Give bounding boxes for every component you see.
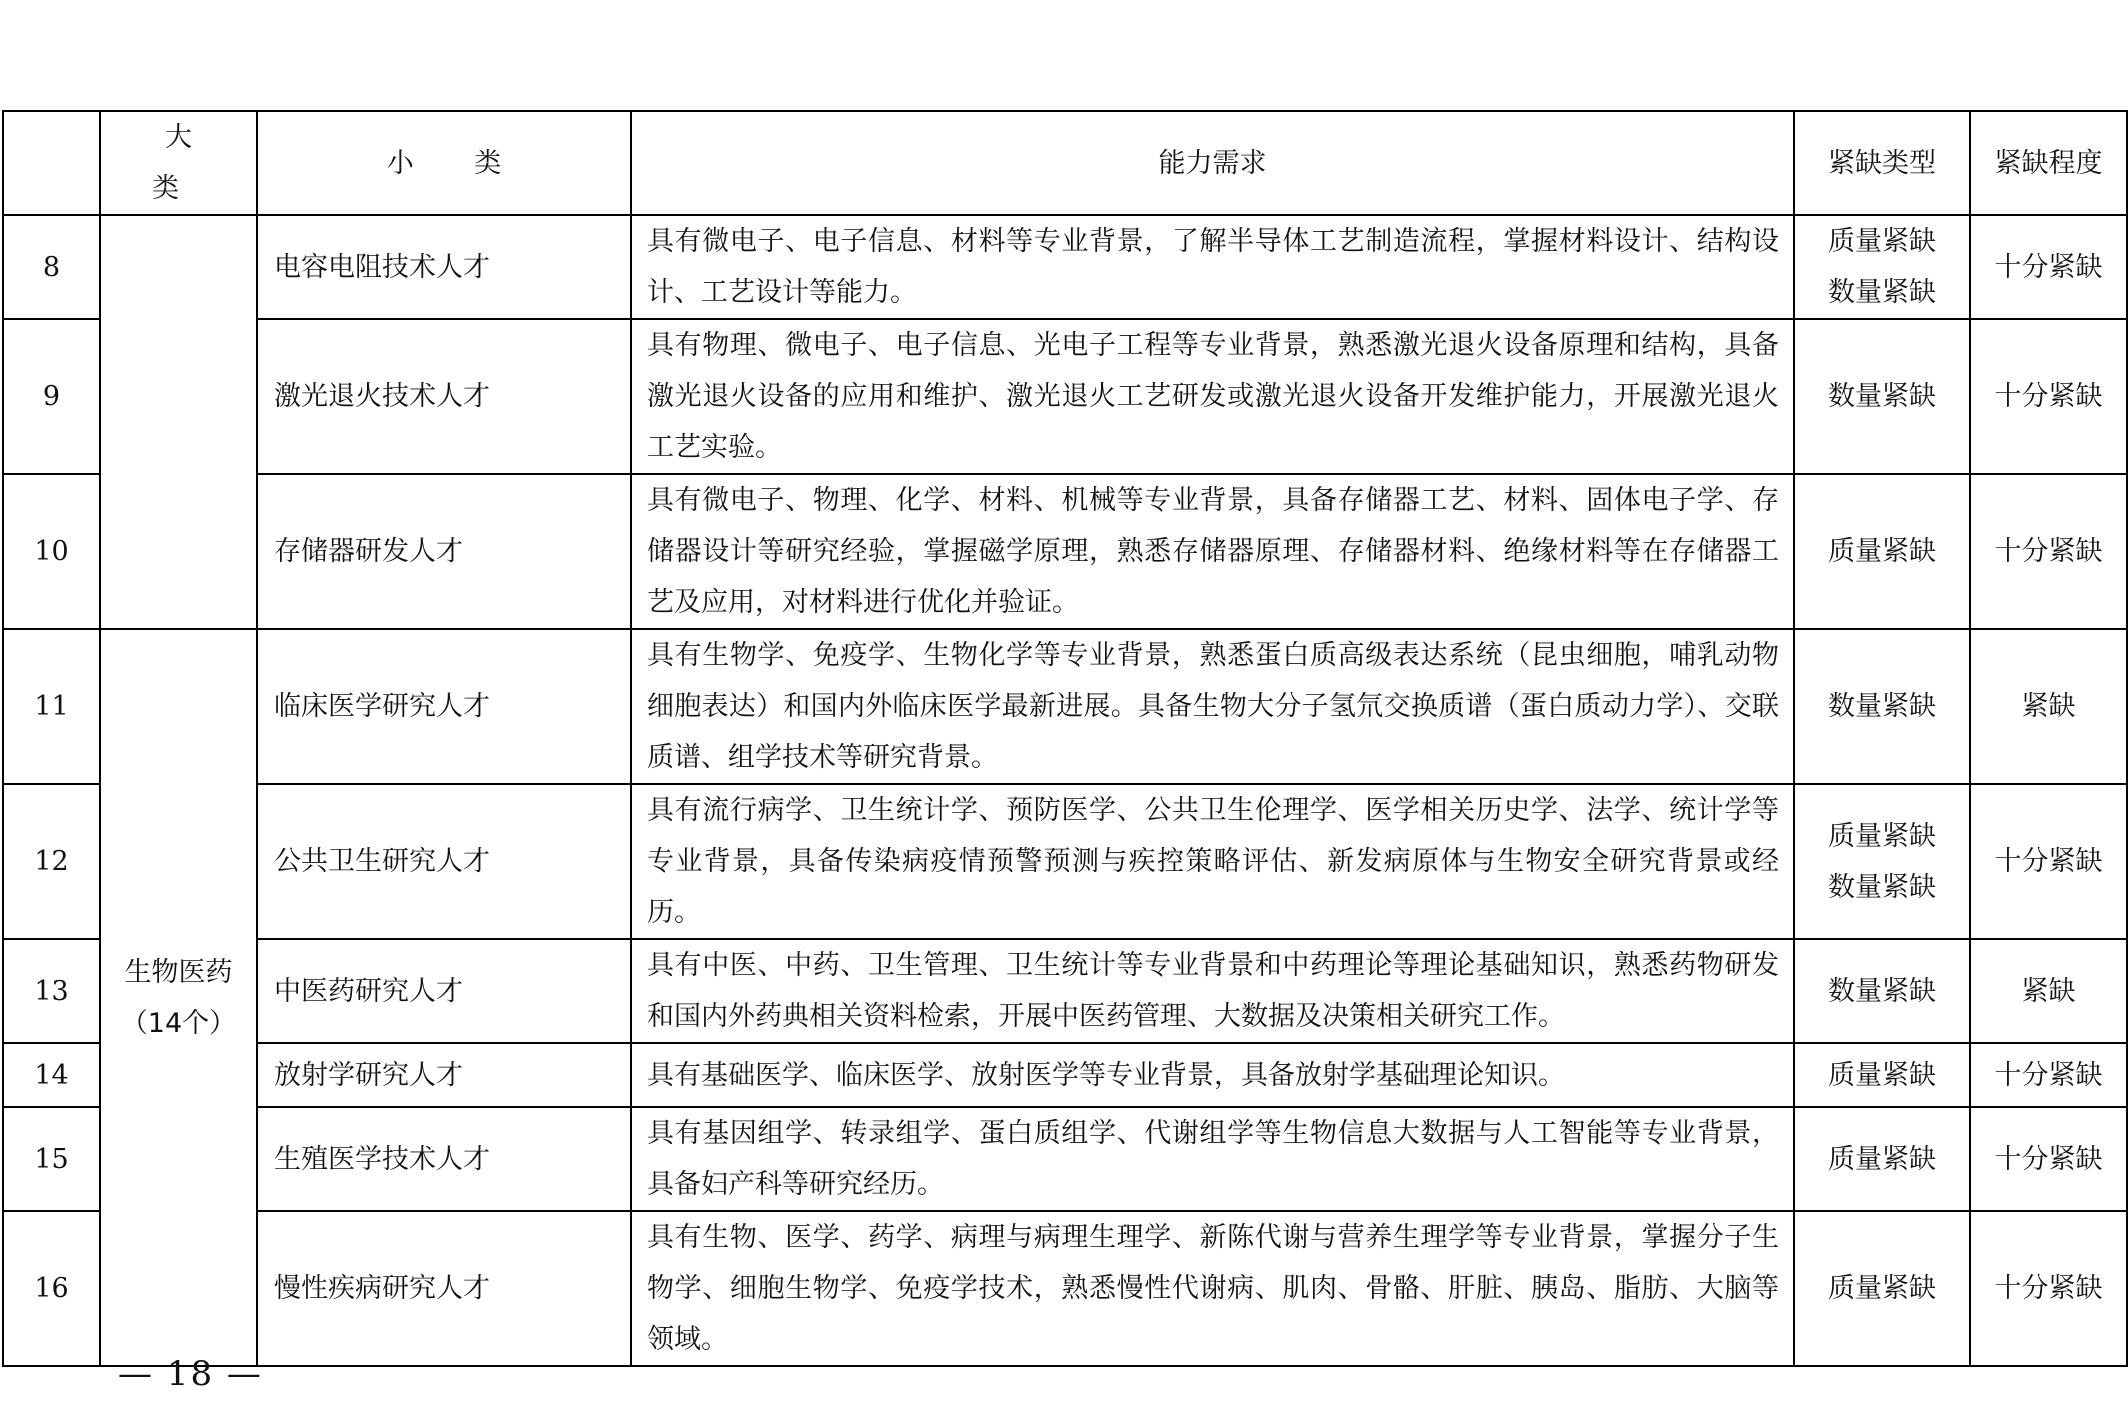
header-shortage-type: 紧缺类型	[1794, 111, 1970, 215]
ability-requirement: 具有基因组学、转录组学、蛋白质组学、代谢组学等生物信息大数据与人工智能等专业背景，具备妇产科等研究经历。	[631, 1107, 1794, 1211]
row-number: 13	[3, 939, 100, 1043]
minor-category: 中医药研究人才	[257, 939, 631, 1043]
shortage-type: 数量紧缺	[1794, 939, 1970, 1043]
header-shortage-level: 紧缺程度	[1970, 111, 2127, 215]
minor-category: 生殖医学技术人才	[257, 1107, 631, 1211]
ability-requirement: 具有中医、中药、卫生管理、卫生统计等专业背景和中药理论等理论基础知识，熟悉药物研发和国内外药典相关资料检索，开展中医药管理、大数据及决策相关研究工作。	[631, 939, 1794, 1043]
shortage-type: 质量紧缺	[1794, 474, 1970, 629]
row-number: 14	[3, 1043, 100, 1107]
shortage-level: 十分紧缺	[1970, 1211, 2127, 1366]
shortage-type: 数量紧缺	[1794, 629, 1970, 784]
minor-category: 公共卫生研究人才	[257, 784, 631, 939]
shortage-level: 十分紧缺	[1970, 784, 2127, 939]
ability-requirement: 具有生物、医学、药学、病理与病理生理学、新陈代谢与营养生理学等专业背景，掌握分子生物学、细胞生物学、免疫学技术，熟悉慢性代谢病、肌肉、骨骼、肝脏、胰岛、脂肪、大脑等领域。	[631, 1211, 1794, 1366]
row-number: 12	[3, 784, 100, 939]
talent-shortage-table	[2, 110, 2128, 1367]
major-category-empty	[100, 215, 257, 629]
minor-category: 慢性疾病研究人才	[257, 1211, 631, 1366]
table-row	[3, 629, 2127, 784]
shortage-level: 十分紧缺	[1970, 319, 2127, 474]
table-row	[3, 939, 2127, 1043]
ability-requirement: 具有微电子、物理、化学、材料、机械等专业背景，具备存储器工艺、材料、固体电子学、存储器设计等研究经验，掌握磁学原理，熟悉存储器原理、存储器材料、绝缘材料等在存储器工艺及应用，对材料进行优化并验证。	[631, 474, 1794, 629]
table-row	[3, 1043, 2127, 1107]
shortage-type: 质量紧缺 数量紧缺	[1794, 215, 1970, 319]
ability-requirement: 具有生物学、免疫学、生物化学等专业背景，熟悉蛋白质高级表达系统（昆虫细胞，哺乳动物细胞表达）和国内外临床医学最新进展。具备生物大分子氢氘交换质谱（蛋白质动力学）、交联质谱、组学技术等研究背景。	[631, 629, 1794, 784]
table-row	[3, 1211, 2127, 1366]
shortage-level: 紧缺	[1970, 629, 2127, 784]
header-row	[3, 111, 2127, 215]
major-category-name: 生物医药	[124, 956, 233, 988]
header-ability: 能力需求	[631, 111, 1794, 215]
header-index	[3, 111, 100, 215]
shortage-level: 十分紧缺	[1970, 1107, 2127, 1211]
shortage-type: 质量紧缺	[1794, 1107, 1970, 1211]
ability-requirement: 具有基础医学、临床医学、放射医学等专业背景，具备放射学基础理论知识。	[631, 1043, 1794, 1107]
table-row	[3, 215, 2127, 319]
shortage-type: 质量紧缺	[1794, 1043, 1970, 1107]
major-category-count: （14个）	[120, 1007, 237, 1039]
table-row	[3, 1107, 2127, 1211]
row-number: 10	[3, 474, 100, 629]
row-number: 11	[3, 629, 100, 784]
minor-category: 放射学研究人才	[257, 1043, 631, 1107]
shortage-level: 十分紧缺	[1970, 474, 2127, 629]
ability-requirement: 具有微电子、电子信息、材料等专业背景，了解半导体工艺制造流程，掌握材料设计、结构设计、工艺设计等能力。	[631, 215, 1794, 319]
header-major: 大 类	[100, 111, 257, 215]
row-number: 15	[3, 1107, 100, 1211]
header-minor: 小 类	[257, 111, 631, 215]
table-row	[3, 319, 2127, 474]
shortage-level: 紧缺	[1970, 939, 2127, 1043]
minor-category: 激光退火技术人才	[257, 319, 631, 474]
minor-category: 电容电阻技术人才	[257, 215, 631, 319]
page-number: — 18 —	[118, 1354, 263, 1394]
shortage-level: 十分紧缺	[1970, 1043, 2127, 1107]
minor-category: 临床医学研究人才	[257, 629, 631, 784]
shortage-type: 质量紧缺	[1794, 1211, 1970, 1366]
row-number: 9	[3, 319, 100, 474]
major-category-biomedicine	[100, 629, 257, 1366]
table-row	[3, 784, 2127, 939]
row-number: 16	[3, 1211, 100, 1366]
minor-category: 存储器研发人才	[257, 474, 631, 629]
ability-requirement: 具有流行病学、卫生统计学、预防医学、公共卫生伦理学、医学相关历史学、法学、统计学等专业背景，具备传染病疫情预警预测与疾控策略评估、新发病原体与生物安全研究背景或经历。	[631, 784, 1794, 939]
row-number: 8	[3, 215, 100, 319]
shortage-type: 质量紧缺 数量紧缺	[1794, 784, 1970, 939]
table-row	[3, 474, 2127, 629]
ability-requirement: 具有物理、微电子、电子信息、光电子工程等专业背景，熟悉激光退火设备原理和结构，具备激光退火设备的应用和维护、激光退火工艺研发或激光退火设备开发维护能力，开展激光退火工艺实验。	[631, 319, 1794, 474]
shortage-type: 数量紧缺	[1794, 319, 1970, 474]
shortage-level: 十分紧缺	[1970, 215, 2127, 319]
